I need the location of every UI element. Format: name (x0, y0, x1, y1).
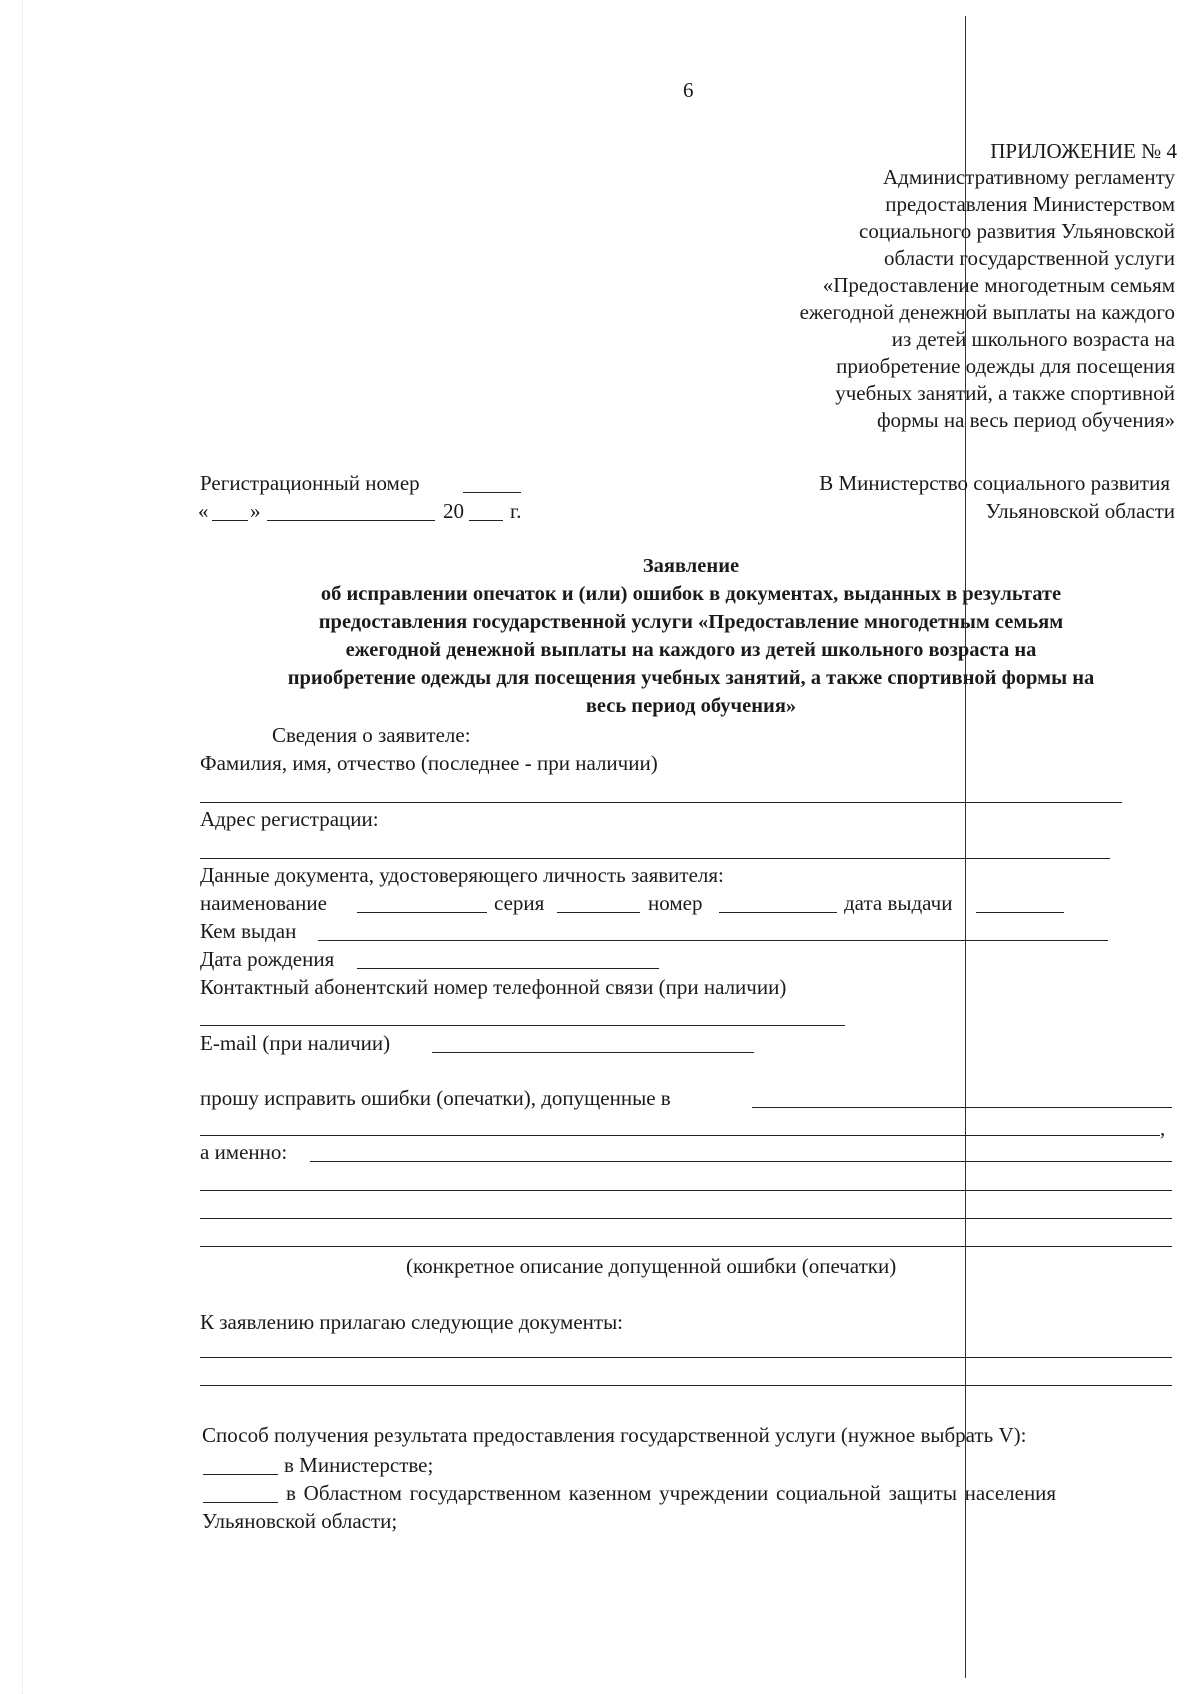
appendix-line: ежегодной денежной выплаты на каждого (799, 300, 1175, 324)
doc-name-label: наименование (200, 891, 327, 915)
doc-issue-date-field[interactable] (976, 912, 1064, 913)
error-description-field-line[interactable] (200, 1218, 1172, 1219)
registration-date-close: » (250, 499, 261, 523)
request-document-field[interactable] (752, 1107, 1172, 1108)
appendix-line: учебных занятий, а также спортивной (835, 381, 1175, 405)
phone-label: Контактный абонентский номер телефонной связи (при наличии) (200, 975, 787, 999)
doc-name-field[interactable] (357, 912, 487, 913)
registration-year-suffix: г. (510, 499, 522, 523)
appendix-line: формы на весь период обучения» (876, 408, 1175, 432)
birth-date-field[interactable] (357, 968, 659, 969)
document-title-line: приобретение одежды для посещения учебных занятий, а также спортивной формы на (287, 667, 1095, 689)
id-document-label: Данные документа, удостоверяющего личность заявителя: (200, 863, 724, 887)
request-comma: , (1160, 1116, 1166, 1140)
birth-date-label: Дата рождения (200, 947, 335, 971)
attachments-field-line[interactable] (200, 1357, 1172, 1358)
email-field[interactable] (432, 1052, 754, 1053)
scan-edge-artifact (22, 0, 23, 1694)
page-number: 6 (683, 78, 694, 102)
full-name-label: Фамилия, имя, отчество (последнее - при наличии) (200, 751, 658, 775)
addressee-line1: В Министерство социального развития (819, 471, 1170, 495)
option-ministry-checkbox[interactable] (203, 1474, 278, 1475)
namely-label: а именно: (200, 1140, 288, 1164)
registration-number-label: Регистрационный номер (200, 471, 420, 495)
doc-series-label: серия (494, 891, 545, 915)
appendix-line: из детей школьного возраста на (891, 327, 1175, 351)
delivery-method-label: Способ получения результата предоставления государственной услуги (нужное выбрать V): (202, 1423, 1027, 1447)
applicant-info-label: Сведения о заявителе: (272, 723, 471, 747)
addressee-line2: Ульяновской области (985, 499, 1175, 523)
document-heading: Заявление (642, 555, 740, 577)
attachments-field-line[interactable] (200, 1385, 1172, 1386)
option-regional-checkbox[interactable] (203, 1502, 278, 1503)
doc-number-field[interactable] (719, 912, 837, 913)
issued-by-field[interactable] (318, 940, 1108, 941)
registration-date-open: « (198, 499, 209, 523)
attachments-label: К заявлению прилагаю следующие документы: (200, 1310, 624, 1334)
document-title-line: предоставления государственной услуги «Предоставление многодетным семьям (318, 611, 1064, 633)
doc-number-label: номер (648, 891, 703, 915)
option-regional-label: в Областном государственном казенном учреждении социальной защиты населения (286, 1481, 1057, 1505)
appendix-line: области государственной услуги (883, 246, 1175, 270)
appendix-line: «Предоставление многодетным семьям (822, 273, 1175, 297)
address-field[interactable] (200, 858, 1110, 859)
full-name-field[interactable] (200, 802, 1122, 803)
document-title-line: весь период обучения» (585, 695, 797, 717)
request-document-field-continuation[interactable] (200, 1135, 1160, 1136)
issued-by-label: Кем выдан (200, 919, 297, 943)
option-ministry-label: в Министерстве; (284, 1453, 434, 1477)
error-description-field-line[interactable] (200, 1190, 1172, 1191)
registration-year-field[interactable] (469, 520, 503, 521)
doc-series-field[interactable] (557, 912, 640, 913)
registration-month-field[interactable] (267, 520, 435, 521)
appendix-line: Административному регламенту (882, 165, 1175, 189)
registration-year-prefix: 20 (443, 499, 464, 523)
doc-issue-date-label: дата выдачи (844, 891, 953, 915)
request-label: прошу исправить ошибки (опечатки), допущенные в (200, 1086, 671, 1110)
registration-day-field[interactable] (212, 520, 248, 521)
error-description-field[interactable] (310, 1161, 1172, 1162)
appendix-title: ПРИЛОЖЕНИЕ № 4 (990, 139, 1177, 163)
email-label: E-mail (при наличии) (200, 1031, 391, 1055)
registration-number-field[interactable] (463, 492, 521, 493)
appendix-line: предоставления Министерством (885, 192, 1175, 216)
phone-field[interactable] (200, 1025, 845, 1026)
document-title-line: об исправлении опечаток и (или) ошибок в документах, выданных в результате (320, 583, 1062, 605)
error-description-caption: (конкретное описание допущенной ошибки (опечатки) (406, 1254, 897, 1278)
appendix-line: социального развития Ульяновской (859, 219, 1175, 243)
error-description-field-line[interactable] (200, 1246, 1172, 1247)
appendix-line: приобретение одежды для посещения (836, 354, 1175, 378)
option-regional-label-continuation: Ульяновской области; (202, 1509, 398, 1533)
address-label: Адрес регистрации: (200, 807, 379, 831)
document-title-line: ежегодной денежной выплаты на каждого из детей школьного возраста на (345, 639, 1037, 661)
